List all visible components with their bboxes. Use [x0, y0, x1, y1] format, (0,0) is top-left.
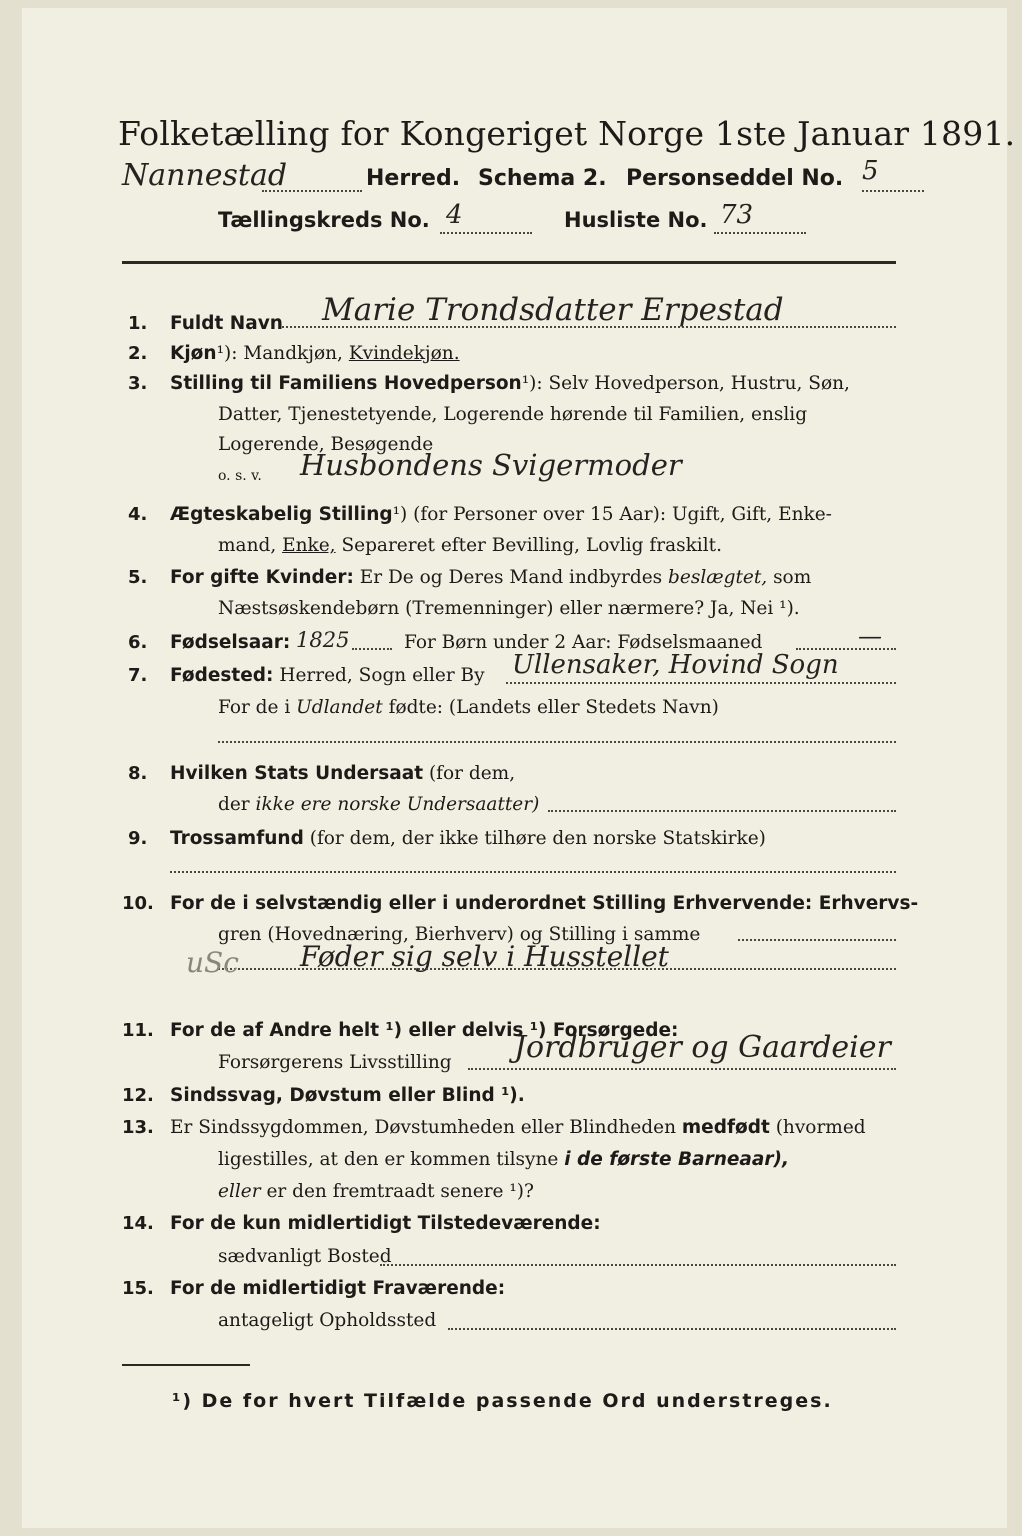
- field-3-osv: o. s. v.: [218, 468, 262, 484]
- personseddel-label: Personseddel No.: [626, 166, 844, 191]
- husliste-label: Husliste No.: [564, 208, 708, 232]
- field-13-line1b: medfødt: [681, 1117, 770, 1138]
- field-3-sup: ¹):: [521, 373, 543, 394]
- birthplace-value: Ullensaker, Hovind Sogn: [512, 650, 839, 680]
- form-title: Folketælling for Kongeriget Norge 1ste Januar 1891.: [118, 114, 1016, 153]
- field-3-line2: Datter, Tjenestetyende, Logerende hørende til Familien, enslig: [218, 404, 808, 425]
- field-13-line3a: eller: [218, 1181, 261, 1202]
- probable-residence-dots: [448, 1328, 896, 1330]
- field-8-label: Hvilken Stats Undersaat: [170, 763, 424, 784]
- religion-dots: [170, 871, 896, 873]
- field-12-number: 12.: [122, 1085, 154, 1106]
- occupation-margin-note: uSc: [186, 946, 239, 979]
- field-3-line3: Logerende, Besøgende: [218, 434, 434, 455]
- field-14-line2: sædvanligt Bosted: [218, 1246, 392, 1267]
- field-4-line1: (for Personer over 15 Aar): Ugift, Gift, Enke-: [413, 504, 832, 525]
- field-7-text: Herred, Sogn eller By: [279, 665, 485, 686]
- field-15-line2: antageligt Opholdssted: [218, 1310, 437, 1331]
- header-rule: [122, 261, 896, 264]
- personseddel-dots: [862, 190, 924, 192]
- field-6-text: For Børn under 2 Aar: Fødselsmaaned: [404, 632, 763, 653]
- field-5-label: For gifte Kvinder:: [170, 567, 354, 588]
- footnote-rule: [122, 1364, 250, 1366]
- field-7-line2c: fødte: (Landets eller Stedets Navn): [388, 697, 719, 718]
- field-8-number: 8.: [128, 763, 148, 784]
- field-12-label: Sindssvag, Døvstum eller Blind ¹).: [170, 1085, 525, 1106]
- kreds-value: 4: [446, 200, 463, 230]
- provider-occupation-dots: [468, 1068, 896, 1070]
- schema-label: Schema 2.: [478, 166, 607, 191]
- kreds-label: Tællingskreds No.: [218, 208, 430, 232]
- field-5-line1a: Er De og Deres Mand indbyrdes: [359, 567, 663, 588]
- husliste-value: 73: [720, 200, 754, 230]
- field-5-number: 5.: [128, 567, 148, 588]
- field-14-number: 14.: [122, 1213, 154, 1234]
- field-8-text: (for dem,: [428, 763, 516, 784]
- field-3-number: 3.: [128, 373, 148, 394]
- field-3-label: Stilling til Familiens Hovedperson: [170, 373, 522, 394]
- birth-year-dots: [352, 648, 392, 650]
- field-8-line2b: ikke ere norske Undersaatter): [255, 794, 540, 815]
- field-7-number: 7.: [128, 665, 148, 686]
- citizenship-dots: [548, 810, 896, 812]
- field-7-line2a: For de i: [218, 697, 291, 718]
- field-15-label: For de midlertidigt Fraværende:: [170, 1278, 506, 1299]
- personseddel-value: 5: [862, 156, 879, 186]
- field-13-line3b: er den fremtraadt senere ¹)?: [266, 1181, 534, 1202]
- full-name-dots: [282, 326, 896, 328]
- field-13-line1a: Er Sindssygdommen, Døvstumheden eller Blindheden: [170, 1117, 677, 1138]
- field-4-enke: Enke,: [282, 535, 336, 556]
- field-15-number: 15.: [122, 1278, 154, 1299]
- field-6-label: Fødselsaar:: [170, 632, 291, 653]
- footnote: ¹) De for hvert Tilfælde passende Ord understreges.: [172, 1390, 833, 1412]
- field-1-label: Fuldt Navn: [170, 313, 283, 334]
- field-7-label: Fødested:: [170, 665, 274, 686]
- field-1-number: 1.: [128, 313, 148, 334]
- field-5-line2: Næstsøskendebørn (Tremenninger) eller nærmere? Ja, Nei ¹).: [218, 598, 800, 619]
- field-9-number: 9.: [128, 828, 148, 849]
- field-3-line1: Selv Hovedperson, Hustru, Søn,: [548, 373, 850, 394]
- field-4-rest: Separeret efter Bevilling, Lovlig fraskilt.: [341, 535, 722, 556]
- field-2-number: 2.: [128, 343, 148, 364]
- field-14-label: For de kun midlertidigt Tilstedeværende:: [170, 1213, 601, 1234]
- provider-occupation-value: Jordbruger og Gaardeier: [514, 1030, 891, 1065]
- sex-option-male: Mandkjøn,: [243, 343, 343, 364]
- field-2-label: Kjøn: [170, 343, 217, 364]
- herred-dots: [262, 190, 362, 192]
- full-name-value: Marie Trondsdatter Erpestad: [322, 292, 784, 328]
- field-13-line2b: i de første Barneaar),: [564, 1149, 790, 1170]
- occupation-dots-2: [218, 968, 896, 970]
- field-5-line1c: som: [773, 567, 812, 588]
- foreign-birthplace-dots: [218, 741, 896, 743]
- field-4-enkemand: mand,: [218, 535, 277, 556]
- family-position-value: Husbondens Svigermoder: [300, 448, 682, 482]
- field-5-line1b: beslægtet,: [668, 567, 768, 588]
- kreds-dots: [440, 232, 532, 234]
- occupation-dots-1: [738, 939, 896, 941]
- field-4-number: 4.: [128, 504, 148, 525]
- husliste-dots: [714, 232, 806, 234]
- field-9-text: (for dem, der ikke tilhøre den norske Statskirke): [309, 828, 766, 849]
- herred-label: Herred.: [366, 166, 461, 191]
- occupation-value: Føder sig selv i Husstellet: [300, 940, 669, 973]
- birth-year-value: 1825: [296, 628, 350, 652]
- field-7-line2b: Udlandet: [296, 697, 383, 718]
- field-11-number: 11.: [122, 1020, 154, 1041]
- field-13-number: 13.: [122, 1117, 154, 1138]
- field-9-label: Trossamfund: [170, 828, 304, 849]
- field-2-sup: ¹):: [216, 343, 238, 364]
- field-10-label: For de i selvstændig eller i underordnet Stilling Erhvervende: Erhvervs-: [170, 893, 919, 914]
- birthplace-dots: [506, 682, 896, 684]
- herred-value: Nannestad: [122, 158, 288, 193]
- field-6-number: 6.: [128, 632, 148, 653]
- field-8-line2a: der: [218, 794, 250, 815]
- birth-month-value: —: [858, 622, 882, 650]
- field-13-line2a: ligestilles, at den er kommen tilsyne: [218, 1149, 559, 1170]
- field-4-sup: ¹): [392, 504, 408, 525]
- field-4-label: Ægteskabelig Stilling: [170, 504, 393, 525]
- field-11-line2: Forsørgerens Livsstilling: [218, 1052, 452, 1073]
- field-10-line2: gren (Hovednæring, Bierhverv) og Stilling i samme: [218, 924, 701, 945]
- field-10-number: 10.: [122, 893, 154, 914]
- field-11-label: For de af Andre helt ¹) eller delvis ¹) Forsørgede:: [170, 1020, 679, 1041]
- sex-option-female: Kvindekjøn.: [348, 343, 460, 364]
- usual-residence-dots: [380, 1264, 896, 1266]
- field-13-line1c: (hvormed: [775, 1117, 866, 1138]
